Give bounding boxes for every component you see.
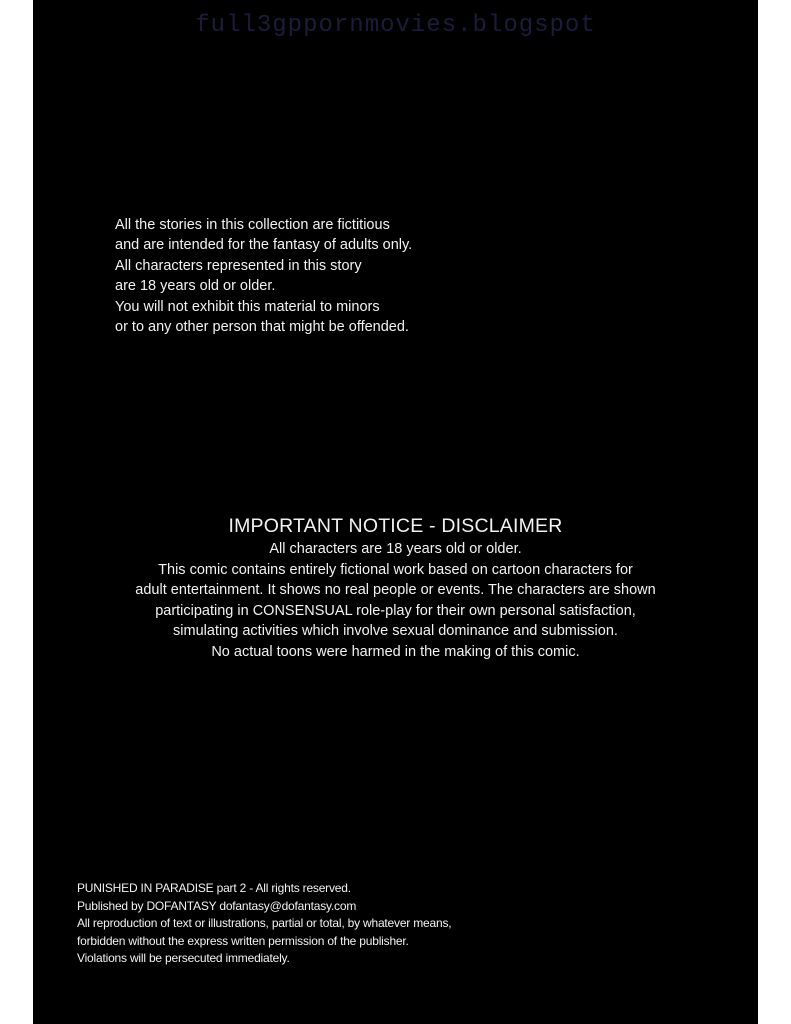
intro-line: or to any other person that might be offended.: [115, 319, 409, 336]
notice-title: IMPORTANT NOTICE - DISCLAIMER: [228, 515, 563, 537]
footer-line: Published by DOFANTASY dofantasy@dofantasy.com: [77, 898, 357, 913]
notice-body: [33, 539, 758, 663]
copyright-footer: [77, 880, 451, 968]
intro-line: You will not exhibit this material to minors: [115, 298, 380, 315]
footer-line: All reproduction of text or illustrations, partial or total, by whatever means,: [77, 916, 452, 930]
notice-line: No actual toons were harmed in the making of this comic.: [211, 643, 580, 660]
intro-line: All characters represented in this story: [115, 257, 362, 274]
intro-line: All the stories in this collection are fictitious: [115, 217, 390, 233]
document-page: [33, 0, 758, 1024]
notice-line: simulating activities which involve sexual dominance and submission.: [173, 623, 618, 640]
intro-line: and are intended for the fantasy of adults only.: [115, 237, 413, 254]
notice-line: All characters are 18 years old or older.: [269, 541, 522, 557]
footer-line: PUNISHED IN PARADISE part 2 - All rights reserved.: [77, 881, 351, 895]
footer-line: forbidden without the express written permission of the publisher.: [77, 933, 409, 948]
intro-line: are 18 years old or older.: [115, 278, 276, 295]
watermark-text: full3gppornmovies.blogspot: [195, 12, 596, 39]
notice-line: This comic contains entirely fictional work based on cartoon characters for: [158, 561, 633, 578]
notice-line: participating in CONSENSUAL role-play for their own personal satisfaction,: [155, 602, 636, 619]
footer-line: Violations will be persecuted immediately.: [77, 951, 290, 965]
intro-disclaimer: [115, 215, 412, 337]
important-notice: [33, 513, 758, 663]
notice-line: adult entertainment. It shows no real people or events. The characters are shown: [135, 582, 656, 599]
